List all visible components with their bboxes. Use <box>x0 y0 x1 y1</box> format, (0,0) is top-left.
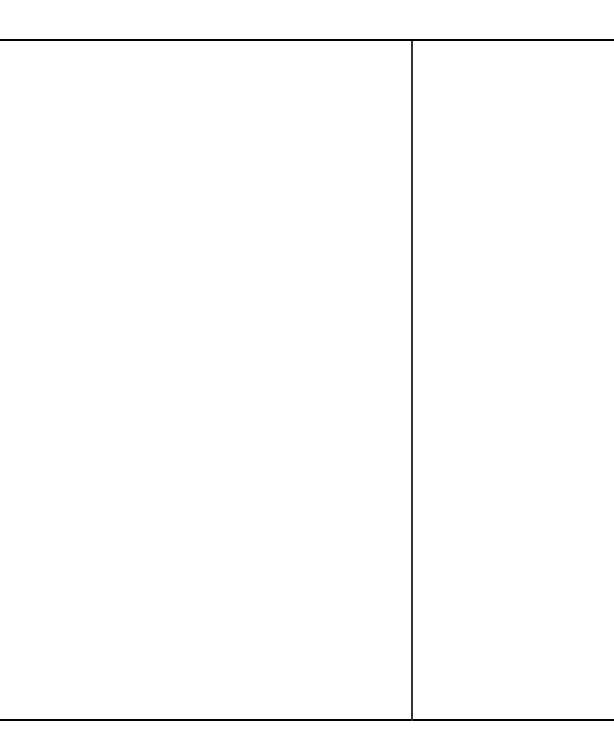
zero-line <box>411 41 413 721</box>
header-rule <box>0 39 614 41</box>
axis-rule <box>0 719 614 721</box>
